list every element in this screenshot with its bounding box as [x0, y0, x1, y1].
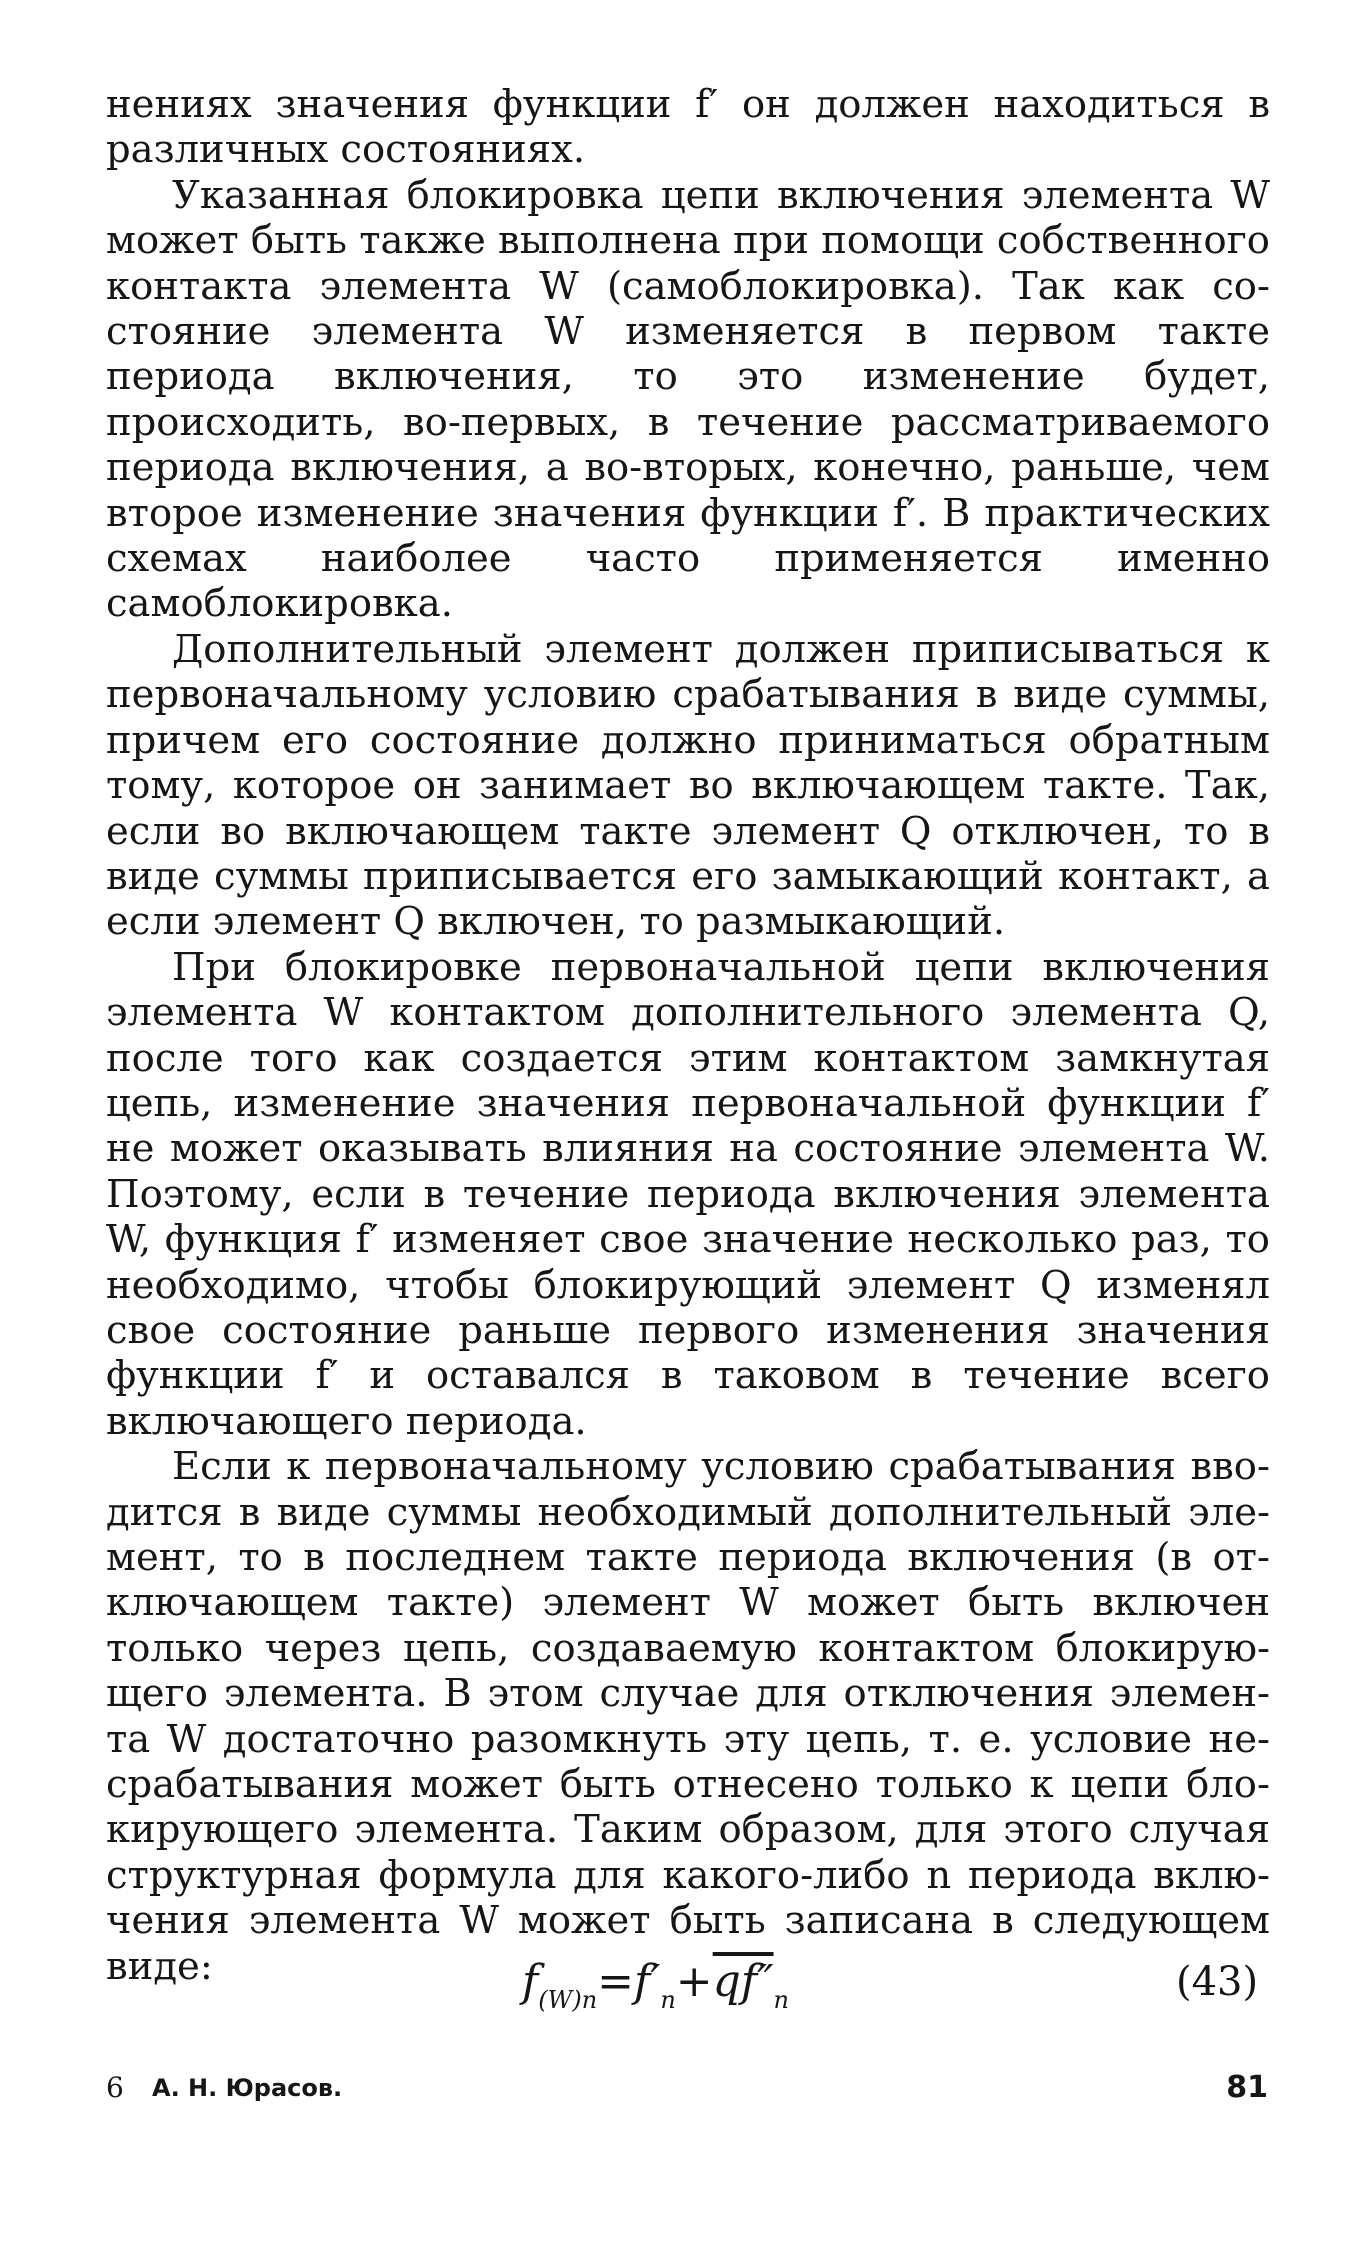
equation-expression — [522, 1952, 789, 2030]
equation-equals: = — [597, 1956, 635, 2007]
page-footer — [106, 2068, 1268, 2108]
equation-term-2-subscript: n — [773, 1986, 790, 2014]
paragraph-continuation: нениях значения функции f′ он должен находиться в различных состояниях. — [106, 82, 1270, 173]
equation-43 — [0, 1952, 1368, 2022]
paragraph-additional-element: Дополнительный элемент должен приписываться к первоначальному условию срабатывания в виде суммы, причем его состояние должно приниматься обратным тому, которое он занимает во включающем такте. Так, если во включающем такте элемент Q отключен, то в виде суммы приписывается его замыкающий контакт, а если элемент Q включен, то размыкающий. — [106, 626, 1270, 945]
equation-term-2: qf″ — [712, 1956, 774, 2007]
paragraph-self-locking: Указанная блокировка цепи включения элемента W может быть также выполнена при помощи собственного контакта элемента W (самоблокировка). Так как состояние элемента W изменяется в первом такте периода включения, то это изменение будет, происходить, во-первых, в течение рассматриваемого периода включения, а во-вторых, конечно, раньше, чем второе изменение значения функции f′. В практических схемах наиболее часто применяется именно самоблокировка. — [106, 172, 1270, 627]
equation-number: (43) — [1176, 1959, 1259, 2005]
equation-lhs-subscript: (W)n — [538, 1986, 598, 2014]
printer-signature: 6 — [106, 2071, 124, 2104]
page-number: 81 — [1226, 2070, 1268, 2105]
equation-term-1-subscript: n — [660, 1986, 676, 2014]
equation-lhs: f — [522, 1956, 539, 2007]
equation-plus: + — [675, 1956, 713, 2007]
footer-author: А. Н. Юрасов. — [152, 2074, 343, 2102]
paragraph-structural-formula: Если к первоначальному условию срабатывания вводится в виде суммы необходимый дополнительный элемент, то в последнем такте периода включения (в отключающем такте) элемент W может быть включен только через цепь, создаваемую контактом блокирующего элемента. В этом случае для отключения элемента W достаточно разомкнуть эту цепь, т. е. условие несрабатывания может быть отнесено только к цепи блокирующего элемента. Таким образом, для этого случая структурная формула для какого-либо n периода включения элемента W может быть записана в следующем виде: — [106, 1444, 1270, 1989]
equation-term-1: f′ — [634, 1956, 661, 2007]
paragraph-blocking: При блокировке первоначальной цепи включения элемента W контактом дополнительного элемента Q, после того как создается этим контактом замкнутая цепь, изменение значения первоначальной функции f′ не может оказывать влияния на состояние элемента W. Поэтому, если в течение периода включения элемента W, функция f′ изменяет свое значение несколько раз, то необходимо, чтобы блокирующий элемент Q изменял свое состояние раньше первого изменения значения функции f′ и оставался в таковом в течение всего включающего периода. — [106, 944, 1270, 1444]
body-text — [106, 82, 1270, 1989]
